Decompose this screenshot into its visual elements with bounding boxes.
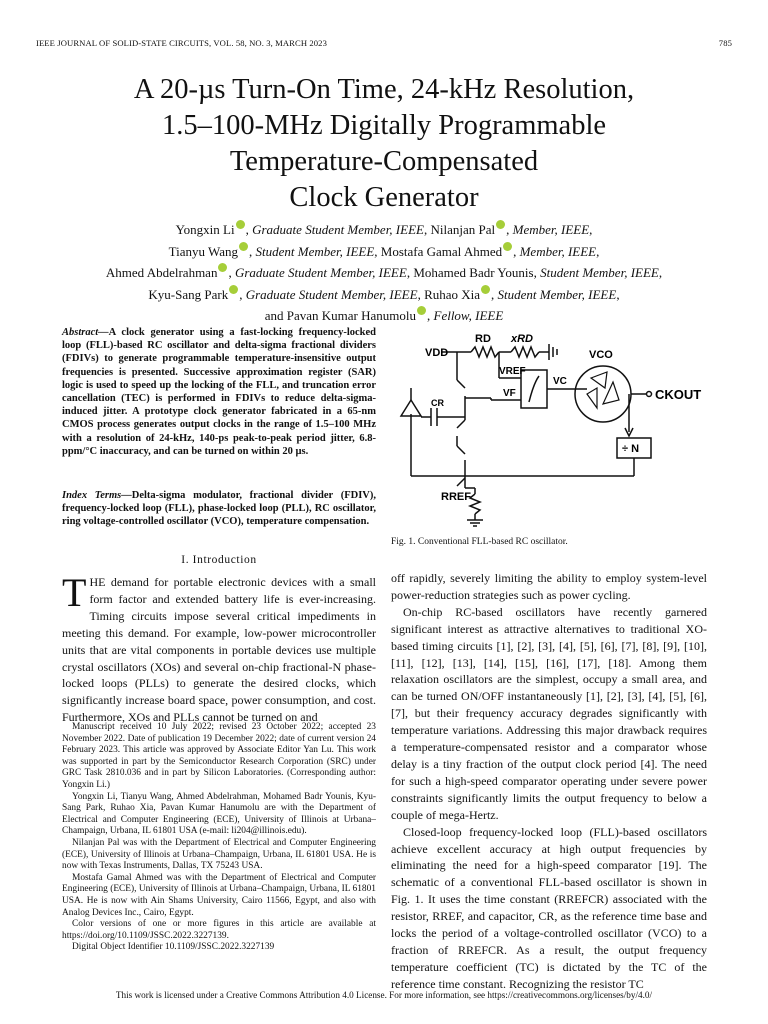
abstract-text: A clock generator using a fast-locking frequency-locked loop (FLL)-based RC oscillator and delta-sigma fractional dividers (FDIVs) to generate programmable temperature-insensitive output frequencies is presented. Successive approximation register (SAR) logic is used to speed up the locking of the FLL, and truncation error cancellation (TEC) is performed in FDIVs to reduce delta-sigma-induced jitter. A prototype clock generator fabricated in a 65-nm CMOS process generates output clocks in the range of 1.5–100 MHz with a resolution of 24-kHz, 140-ps peak-to-peak period jitter, 6.8-ppm/°C inaccuracy, and can be turned on within 20 µs. — [62, 327, 376, 457]
title-line-3: Temperature-Compensated — [229, 146, 539, 177]
author-role: Graduate Student Member, IEEE — [245, 286, 418, 302]
label-vco: VCO — [589, 349, 613, 361]
orcid-icon[interactable] — [496, 220, 505, 229]
figure-1-schematic — [391, 328, 711, 528]
author-name: Kyu-Sang Park — [148, 286, 229, 302]
label-vc: VC — [553, 376, 567, 387]
figure-caption: Fig. 1. Conventional FLL-based RC oscillator. — [391, 537, 568, 547]
author-role: Member, IEEE — [512, 222, 590, 237]
footnote: Manuscript received 10 July 2022; revised 23 October 2022; accepted 23 November 2022. Date of publication 19 December 2022; date of current version 24 February 2023. This article was approved by Associate Editor Yan Lu. This work was supported in part by the Semiconductor Research Corporation (SRC) under GRC Task 2810.036 and in part by Silicon Laboratories. (Corresponding author: Yongxin Li.) — [62, 722, 376, 790]
label-cr: CR — [431, 398, 444, 408]
orcid-icon[interactable] — [229, 285, 238, 294]
orcid-icon[interactable] — [239, 242, 248, 251]
footnote: Digital Object Identifier 10.1109/JSSC.2022.3227139 — [72, 942, 275, 953]
author-name: Tianyu Wang — [168, 243, 238, 259]
label-rref: RREF — [441, 491, 471, 503]
paragraph: Closed-loop frequency-locked loop (FLL)-based oscillators achieve excellent accuracy at high output frequencies by eliminating the need for a high-speed comparator [19]. The schematic of a conventional FLL-based oscillator is shown in Fig. 1. It uses the time constant (RREFCR) associated with the resistor, RREF, and capacitor, CR, as the reference time base and locks the period of a voltage-controlled oscillator (VCO) to a fraction of RREFCR. As a result, the output frequency temperature coefficient (TC) is dictated by the TC of the reference time constant. Recognizing the resistor TC — [391, 824, 707, 991]
orcid-icon[interactable] — [481, 285, 490, 294]
paragraph: off rapidly, severely limiting the ability to employ system-level power-reduction strategies such as power cycling. — [391, 571, 707, 602]
author-name: Mohamed Badr Younis — [413, 265, 534, 280]
author-name: Mostafa Gamal Ahmed — [380, 243, 503, 259]
author-role: Student Member, IEEE — [255, 243, 375, 259]
index-terms-label: Index Terms— — [62, 490, 132, 501]
title-line-1: A 20-µs Turn-On Time, 24-kHz Resolution, — [133, 74, 635, 105]
index-terms — [62, 489, 376, 529]
author-name: Pavan Kumar Hanumolu — [286, 308, 416, 323]
author-name: Yongxin Li — [175, 222, 235, 237]
label-vref: VREF — [499, 366, 526, 377]
index-terms-text: Delta-sigma modulator, fractional divider (FDIV), frequency-locked loop (FLL), phase-locked loop (PLL), RC oscillator, ring voltage-controlled oscillator (VCO), temperature compensation. — [62, 490, 376, 528]
right-column-text — [391, 570, 707, 993]
footnote: Mostafa Gamal Ahmed was with the Department of Electrical and Computer Engineering (ECE), University of Illinois at Urbana–Champaign, Urbana, IL 61801 USA. He is now with Ain Shams University, Cairo 11566, Egypt, and also with Analog Devices Inc., Cairo, Egypt. — [62, 872, 376, 918]
footnotes — [62, 722, 376, 954]
title-line-2: 1.5–100-MHz Digitally Programmable — [161, 110, 607, 141]
author-list: Yongxin Li , Graduate Student Member, IEEE, Nilanjan Pal , Member, IEEE, Tianyu Wang , Student Member, IEEE, Mostafa Gamal Ahmed , Member, IEEE, Ahmed Abdelrahman , Graduate Student Member, IEEE, Mohamed Badr Younis, Student Member, IEEE, Kyu-Sang Park , Graduate Student Member, IEEE, Ruhao Xia , Student Member, IEEE, and Pavan Kumar Hanumolu , Fellow, IEEE — [105, 222, 663, 323]
journal-name: IEEE JOURNAL OF SOLID-STATE CIRCUITS, VOL. 58, NO. 3, MARCH 2023 — [36, 38, 327, 48]
drop-cap: T — [62, 570, 87, 615]
label-divider: ÷ N — [622, 443, 640, 455]
author-role: Student Member, IEEE — [540, 265, 659, 280]
page-number: 785 — [718, 38, 732, 48]
orcid-icon[interactable] — [417, 306, 426, 315]
footnote: Nilanjan Pal was with the Department of Electrical and Computer Engineering (ECE), University of Illinois at Urbana–Champaign, Urbana, IL 61801 USA. He is now with Texas Instruments, Dallas, TX 75243 USA. — [62, 837, 376, 872]
label-xrd: xRD — [511, 333, 534, 345]
intro-paragraph — [62, 570, 376, 726]
author-role: Graduate Student Member, IEEE — [234, 265, 407, 280]
section-heading: I. Introduction — [181, 554, 257, 566]
paragraph: On-chip RC-based oscillators have recently garnered significant interest as attractive alternatives to traditional XO-based timing circuits [1], [2], [3], [4], [5], [6], [7], [8], [9], [10], [11], [12], [13], [14], [15], [16], [17], [18]. Among them relaxation oscillators are the simplest, occupy a small area, and can be turned ON/OFF instantaneously [1], [2], [3], [4], [5], [6], [7], but their frequency accuracy degrades significantly with temperature variations. Addressing this major drawback requires a temperature-compensated resistor and a comparator whose delay is a tiny fraction of the output clock period [4]. The need for such a high-speed comparator operating under severe power constraints significantly limits the output frequency to below a couple of mega-Hertz. — [391, 604, 707, 822]
author-role: Member, IEEE — [519, 243, 597, 259]
abstract — [62, 326, 376, 458]
author-name: Ahmed Abdelrahman — [105, 265, 218, 280]
author-role: Fellow, IEEE — [433, 308, 504, 323]
footnote: Color versions of one or more figures in this article are available at https://doi.org/10.1109/JSSC.2022.3227139. — [62, 919, 376, 941]
license-footer: This work is licensed under a Creative Commons Attribution 4.0 License. For more information, see https://creativecommons.org/licenses/by/4.0/ — [115, 990, 653, 1000]
author-prefix: and — [264, 308, 287, 323]
author-name: Ruhao Xia — [424, 286, 481, 302]
intro-text: HE demand for portable electronic devices with a small form factor and extended battery life is ever-increasing. Timing circuits impose several critical impediments in meeting this demand. For example, low-power microcontroller units that are vital components in portable devices use multiple crystal oscillators (XOs) and several on-chip fractional-N phase-locked loops (PLLs) to generate the desired clocks, which significantly increase board space, power consumption, and cost. Furthermore, XOs and PLLs cannot be turned on and — [62, 575, 376, 725]
abstract-label: Abstract— — [62, 327, 109, 338]
author-role: Student Member, IEEE — [497, 286, 617, 302]
label-ckout: CKOUT — [655, 387, 702, 402]
label-vf: VF — [503, 388, 516, 399]
author-role: Graduate Student Member, IEEE — [252, 222, 424, 237]
orcid-icon[interactable] — [218, 263, 227, 272]
orcid-icon[interactable] — [236, 220, 245, 229]
orcid-icon[interactable] — [503, 242, 512, 251]
author-name: Nilanjan Pal — [430, 222, 496, 237]
label-rd: RD — [475, 333, 491, 345]
label-vdd: VDD — [425, 347, 449, 359]
footnote: Yongxin Li, Tianyu Wang, Ahmed Abdelrahman, Mohamed Badr Younis, Kyu-Sang Park, Ruhao Xia, Pavan Kumar Hanumolu are with the Department of Electrical and Computer Engineering (ECE), University of Illinois at Urbana–Champaign, Urbana, IL 61801 USA (e-mail: li204@illinois.edu). — [62, 791, 376, 837]
title-line-4: Clock Generator — [289, 182, 479, 213]
paper-title — [40, 72, 728, 216]
running-header — [36, 38, 732, 48]
